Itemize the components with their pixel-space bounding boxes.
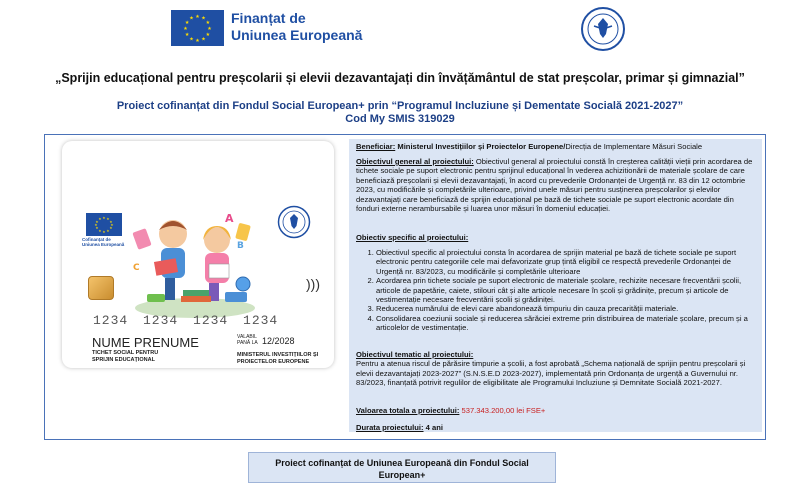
svg-text:★: ★ [98, 217, 102, 221]
subtitle-smis-code: Cod My SMIS 319029 [345, 113, 455, 125]
eu-label-line1: Finanțat de [231, 10, 306, 26]
svg-text:★: ★ [102, 230, 106, 234]
list-item: 2. Acordarea prin tichete sociale pe suport electronic de materiale școlare, rechizite necesare frecventării școlii, articole de papetărie, caiete, stilouri cât și alte articole necesare în școli și grădinițe, precum și articole de vestimentație necesare frecventării școlii și grădiniței. [376, 276, 758, 304]
durata-value: 4 ani [425, 423, 443, 432]
svg-text:A: A [225, 212, 234, 225]
card-valid-date: 12/2028 [262, 336, 295, 346]
obj-tematic-label: Obiectivul tematic al proiectului: [356, 350, 474, 359]
valoare-label: Valoarea totala a proiectului: [356, 406, 460, 415]
durata-label: Durata proiectului: [356, 423, 424, 432]
page-subtitle [0, 100, 800, 126]
svg-text:★: ★ [184, 32, 190, 38]
footer-line2: European+ [378, 470, 426, 480]
beneficiar-label: Beneficiar: [356, 142, 396, 151]
svg-text:★: ★ [183, 26, 188, 32]
eu-funding-label [231, 10, 362, 44]
romanian-government-seal-icon [580, 6, 626, 52]
page-title: „Sprijin educațional pentru preșcolarii și elevii dezavantajați din învățământul de stat preșcolar, primar și gimnazial” [55, 71, 745, 85]
card-ministry [237, 352, 318, 366]
svg-text:★: ★ [95, 220, 99, 224]
obj-tematic-text: Pentru a atenua riscul de părăsire timpurie a școlii, a fost aprobată „Schema națională de sprijin pentru preșcolarii și elevii dezavantajați 2023-2027” (S.N.S.E.D 2023-2027), implementată prin Ordonanța de urgență a Guvernului nr. 83/2023, finanțată potrivit regulilor de eligibilitate ale Programului Incluziune și Demnitate Socială 2021-2027. [356, 359, 746, 388]
eu-flag-logo [171, 10, 224, 46]
card-eu-label-line1: Cofinanțat de [82, 237, 111, 242]
footer-cofinancing-box [248, 452, 556, 483]
subtitle-program: Proiect cofinanțat din Fondul Social European+ prin “Programul Incluziune și Dementate Socială 2021-2027” [116, 100, 684, 112]
card-government-seal-icon [277, 205, 311, 239]
obj-general-section [356, 157, 758, 213]
svg-text:★: ★ [106, 229, 110, 233]
svg-text:★: ★ [189, 15, 194, 22]
card-ticket-line2: SPRIJIN EDUCAȚIONAL [92, 357, 155, 363]
obj-specific-label: Obiectiv specific al proiectului: [356, 233, 469, 242]
beneficiar-value: Ministerul Investițiilor și Proiectelor Europene/ [397, 142, 566, 151]
svg-text:★: ★ [205, 20, 211, 26]
eu-stars-icon [171, 10, 224, 46]
contactless-icon: ))) [306, 276, 320, 292]
svg-text:★: ★ [201, 36, 206, 43]
svg-text:★: ★ [189, 36, 194, 43]
card-valid-label [237, 334, 258, 346]
obj-general-label: Obiectivul general al proiectului: [356, 157, 474, 166]
card-eu-label-line2: Uniunea Europeană [82, 242, 125, 247]
svg-text:★: ★ [184, 20, 190, 26]
svg-text:★: ★ [207, 26, 212, 32]
svg-text:★: ★ [109, 220, 113, 224]
card-ministry-line1: MINISTERUL INVESTIȚIILOR ȘI [237, 352, 319, 358]
children-reading-illustration [125, 200, 265, 320]
svg-text:C: C [133, 263, 140, 273]
obj-general-text: Obiectivul general al proiectului constă în creșterea calității vieții prin acordarea de tichete sociale pe suport electronic pentru sprijinul educațional în vederea achizitionării de materiale școlare de care beneficiază preșcolarii și elevii dezavantajați, în acord cu prevederile Ordonanței de Urgență nr. 83 din 12 octombrie 2023, cu modificările și completările ulterioare, privind unele măsuri pentru susținerea preșcolarilor și elevilor dezavantajați care beneficiază de sprijin educațional pe bază de tichete sociale pe suport electronic acordate din fonduri externe nerambursabile și luarea unor măsuri în domeniul educației. [356, 157, 753, 214]
card-holder-name: NUME PRENUME [92, 335, 199, 350]
card-number: 1234 1234 1234 1234 [93, 313, 279, 328]
durata-row [356, 423, 758, 432]
svg-text:★: ★ [98, 229, 102, 233]
svg-text:★: ★ [195, 38, 200, 44]
svg-text:★: ★ [109, 226, 113, 230]
svg-text:★: ★ [110, 223, 114, 227]
card-chip-icon [88, 276, 114, 300]
list-item: 3. Reducerea numărului de elevi care abandonează timpuriu din cauza precarității materiale. [376, 304, 758, 313]
card-eu-flag-icon [86, 213, 122, 236]
svg-text:★: ★ [195, 14, 200, 20]
svg-text:B: B [237, 241, 244, 251]
list-item: 1. Obiectivul specific al proiectului consta în acordarea de sprijin material pe bază de tichete sociale pe suport electronic pentru categoriile cele mai defavorizate grup țintă eligibil ce respectă prevederile Ordonanței de Urgență nr. 83/2023, cu modificările și completările ulterioare [376, 248, 758, 276]
card-eu-label [82, 237, 124, 247]
svg-text:★: ★ [205, 32, 211, 38]
obj-tematic-section [356, 350, 758, 388]
card-ministry-line2: PROIECTELOR EUROPENE [237, 359, 310, 365]
svg-text:★: ★ [102, 216, 106, 220]
eu-label-line2: Uniunea Europeană [231, 27, 363, 43]
card-valid-line2: PANĂ LA [237, 340, 258, 346]
card-ticket-line1: TICHET SOCIAL PENTRU [92, 350, 159, 356]
footer-line1: Proiect cofinanțat de Uniunea Europeană din Fondul Social [275, 458, 529, 468]
card-valid-line1: VALABIL [237, 334, 257, 340]
beneficiar-value-direction: Direcția de Implementare Măsuri Sociale [565, 142, 703, 151]
list-item: 4. Consolidarea coeziunii sociale și reducerea sărăciei extreme prin distribuirea de materiale școlare, precum și a articolelor de vestimentație. [376, 314, 758, 333]
svg-text:★: ★ [95, 226, 99, 230]
svg-text:★: ★ [201, 15, 206, 22]
svg-text:★: ★ [106, 217, 110, 221]
beneficiar-row [356, 142, 758, 151]
card-ticket-type [92, 350, 158, 364]
valoare-value: 537.343.200,00 lei FSE+ [461, 406, 546, 415]
svg-text:★: ★ [94, 223, 98, 227]
obj-specific-list [356, 248, 758, 333]
valoare-row [356, 406, 758, 415]
